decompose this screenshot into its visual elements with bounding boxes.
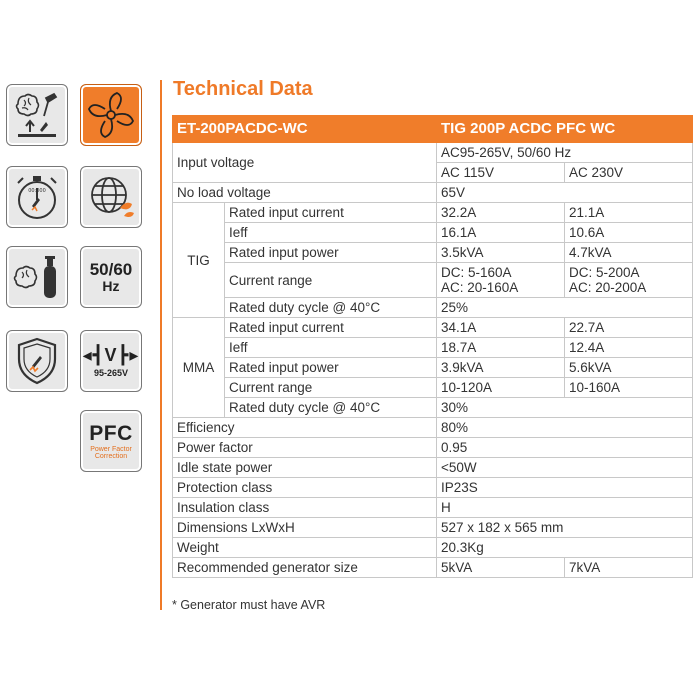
efficiency-label: Efficiency [173,418,437,438]
model-name: TIG 200P ACDC PFC WC [437,116,693,143]
mma-rated-input-current-115: 34.1A [437,318,565,338]
table-row [173,223,693,243]
model-code: ET-200PACDC-WC [173,116,437,143]
input-voltage-115: AC 115V [437,163,565,183]
table-row [173,538,693,558]
tig-current-range-label: Current range [225,263,437,298]
table-row [173,263,693,298]
table-row [173,203,693,223]
mma-current-range-115: 10-120A [437,378,565,398]
insulation-class-value: H [437,498,693,518]
voltage-range-icon [80,330,142,392]
idle-state-power-value: <50W [437,458,693,478]
pfc-subtitle: Power Factor Correction [90,445,132,460]
weight-label: Weight [173,538,437,558]
accent-divider [160,80,162,610]
protection-class-value: IP23S [437,478,693,498]
mma-duty-cycle-label: Rated duty cycle @ 40°C [225,398,437,418]
no-load-voltage-label: No load voltage [173,183,437,203]
table-header-row [173,116,693,143]
tig-rated-input-power-label: Rated input power [225,243,437,263]
mma-duty-cycle-value: 30% [437,398,693,418]
weight-value: 20.3Kg [437,538,693,558]
footnote: * Generator must have AVR [172,598,326,612]
mma-current-range-230: 10-160A [565,378,693,398]
table-row [173,143,693,163]
table-row [173,558,693,578]
tig-duty-cycle-label: Rated duty cycle @ 40°C [225,298,437,318]
table-row [173,183,693,203]
table-row [173,518,693,538]
pfc-icon [80,410,142,472]
mma-rated-input-current-230: 22.7A [565,318,693,338]
efficiency-value: 80% [437,418,693,438]
mma-ieff-label: Ieff [225,338,437,358]
mma-ieff-230: 12.4A [565,338,693,358]
voltage-symbol: ◂┫V┣▸ [82,344,140,365]
tig-group-label: TIG [173,203,225,318]
tig-rated-input-power-115: 3.5kVA [437,243,565,263]
table-row [173,243,693,263]
frequency-50-60hz-icon [80,246,142,308]
table-row [173,438,693,458]
table-row [173,358,693,378]
table-row [173,338,693,358]
tig-ieff-115: 16.1A [437,223,565,243]
tig-rated-input-current-115: 32.2A [437,203,565,223]
input-voltage-230: AC 230V [565,163,693,183]
frequency-value: 50/60 [89,259,133,279]
mma-rated-input-power-label: Rated input power [225,358,437,378]
global-voltage-globe-icon [80,166,142,228]
mma-rated-input-power-115: 3.9kVA [437,358,565,378]
tig-duty-cycle-value: 25% [437,298,693,318]
mma-rated-input-current-label: Rated input current [225,318,437,338]
tig-rated-input-power-230: 4.7kVA [565,243,693,263]
mma-group-label: MMA [173,318,225,418]
table-row [173,298,693,318]
no-load-voltage-value: 65V [437,183,693,203]
generator-size-label: Recommended generator size [173,558,437,578]
table-row [173,458,693,478]
input-voltage-label: Input voltage [173,143,437,183]
tig-ieff-label: Ieff [225,223,437,243]
power-factor-value: 0.95 [437,438,693,458]
mma-ieff-115: 18.7A [437,338,565,358]
table-row [173,398,693,418]
insulation-class-label: Insulation class [173,498,437,518]
power-factor-label: Power factor [173,438,437,458]
dimensions-label: Dimensions LxWxH [173,518,437,538]
page-title: Technical Data [173,78,313,100]
protection-shield-icon [6,330,68,392]
generator-size-230: 7kVA [565,558,693,578]
duty-cycle-stopwatch-icon [6,166,68,228]
idle-state-power-label: Idle state power [173,458,437,478]
table-row [173,498,693,518]
smart-arc-brain-torch-icon [6,84,68,146]
table-row [173,478,693,498]
dimensions-value: 527 x 182 x 565 mm [437,518,693,538]
input-voltage-range: AC95-265V, 50/60 Hz [437,143,693,163]
technical-data-table [172,115,693,578]
tig-rated-input-current-230: 21.1A [565,203,693,223]
brain-gas-cylinder-icon [6,246,68,308]
table-row [173,318,693,338]
fan-cooling-icon [80,84,142,146]
svg-text:00:000: 00:000 [28,188,46,194]
voltage-range-label: 95-265V [93,367,129,378]
protection-class-label: Protection class [173,478,437,498]
tig-rated-input-current-label: Rated input current [225,203,437,223]
table-row [173,418,693,438]
tig-ieff-230: 10.6A [565,223,693,243]
tig-current-range-230: DC: 5-200A AC: 20-200A [565,263,693,298]
tig-current-range-115: DC: 5-160A AC: 20-160A [437,263,565,298]
mma-current-range-label: Current range [225,378,437,398]
pfc-label: PFC [89,421,133,445]
mma-rated-input-power-230: 5.6kVA [565,358,693,378]
frequency-unit: Hz [102,277,120,294]
table-row [173,378,693,398]
generator-size-115: 5kVA [437,558,565,578]
